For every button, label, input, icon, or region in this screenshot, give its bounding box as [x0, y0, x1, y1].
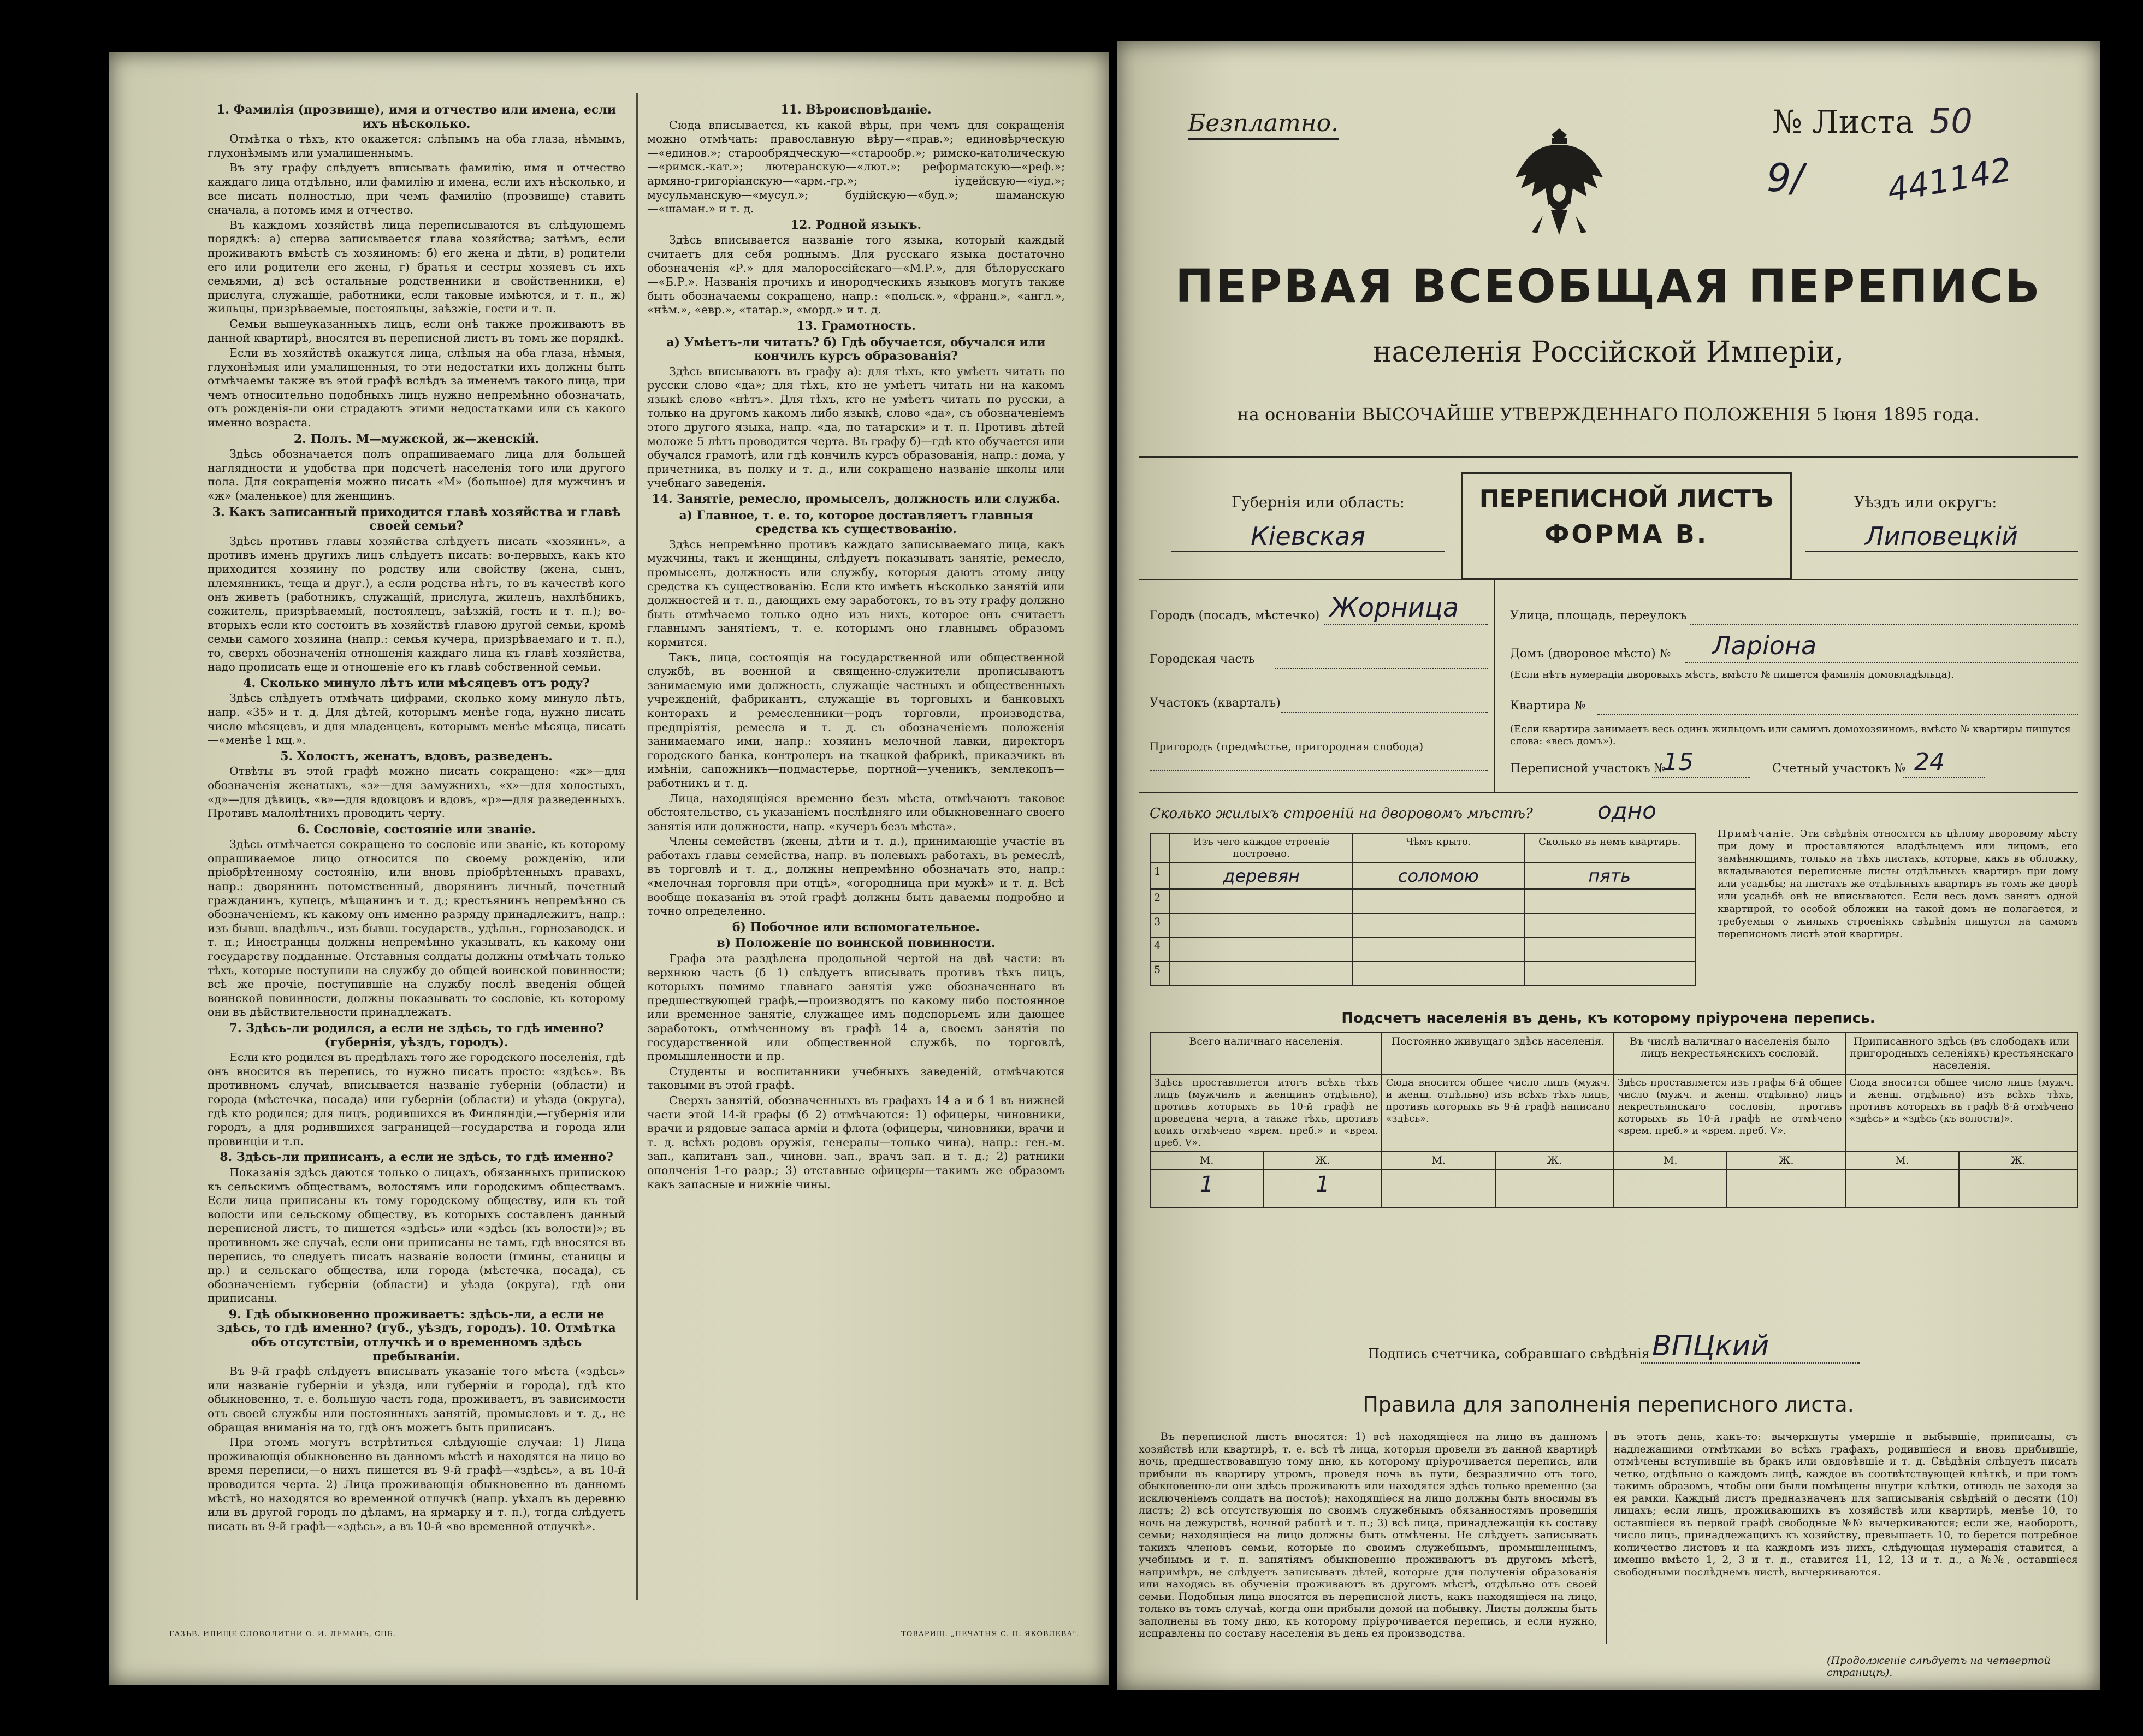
imperial-eagle-emblem	[1505, 123, 1614, 248]
district-label: Городская часть	[1150, 653, 1255, 666]
count-value	[1727, 1169, 1845, 1207]
buildings-note	[1718, 827, 2078, 940]
count-desc: Сюда вносится общее число лицъ (мужч. и женщ. отдѣльно) изъ всѣхъ тѣхъ, противъ которыхъ въ графѣ 8-й отмѣчено «здѣсь» и «здѣсь (къ волости)».	[1845, 1074, 2077, 1152]
section-paragraph: Лица, находящіяся временно безъ мѣста, отмѣчаютъ таковое обстоятельство, съ указаніемъ послѣдняго или обыкновеннаго своего занятія или должности, напр. «кучеръ безъ мѣста».	[647, 791, 1065, 833]
section-heading: 1. Фамилія (прозвище), имя и отчество или имена, если ихъ нѣсколько.	[216, 103, 617, 131]
section-paragraph: Отмѣтка о тѣхъ, кто окажется: слѣпымъ на оба глаза, нѣмымъ, глухонѣмымъ или умалишеннымъ.	[208, 132, 625, 159]
section-paragraph: Въ 9-й графѣ слѣдуетъ вписывать указаніе того мѣста («здѣсь» или названіе губерніи и уѣзда, или губерніи и города), гдѣ кто обыкновенно, т. е. большую часть года, проживаетъ, въ зависимости отъ своей службы или постоянныхъ занятій, промысловъ и т. д., не обращая вниманія на то, гдѣ онъ можетъ быть приписанъ.	[208, 1365, 625, 1434]
count-desc: Сюда вносится общее число лицъ (мужч. и женщ. отдѣльно) изъ всѣхъ тѣхъ лицъ, противъ которыхъ въ 9-й графѣ написано «здѣсь».	[1382, 1074, 1613, 1152]
count-value	[1845, 1169, 1958, 1207]
city-label: Городъ (посадъ, мѣстечко)	[1150, 609, 1320, 623]
buildings-row-number: 1	[1150, 863, 1170, 889]
district-line	[1275, 668, 1488, 669]
section-heading: а) Главное, т. е. то, которое доставляетъ главныя средства къ существованію.	[679, 508, 1033, 537]
rules-title: Правила для заполненія переписного листа.	[1363, 1393, 1854, 1417]
section-paragraph: Здѣсь противъ главы хозяйства слѣдуетъ писать «хозяинъ», а противъ именъ другихъ лицъ слѣдуетъ писать: во-первыхъ, какъ кто приходится хозяину по родству или свойству (жена, сынъ, племянникъ, теща и друг.), а если родства нѣтъ, то въ качествѣ кого онъ живетъ (работникъ, служащій, прислуга, жилецъ, нахлѣбникъ, сожитель, призрѣваемый, постоялецъ, заѣзжій, гость и т. п.); во-вторыхъ если кто состоитъ въ хозяйствѣ главою другой семьи, кромѣ семьи самого хозяина (напр.: семья кучера, призрѣваемаго и т. п.), то, сверхъ обозначенія отношенія каждаго лица къ главѣ хозяйства, надо прописать еще и отношеніе его къ главѣ собственной семьи.	[208, 534, 625, 674]
buildings-cell	[1353, 913, 1524, 937]
section-paragraph: При этомъ могутъ встрѣтиться слѣдующіе случаи: 1) Лица проживающія обыкновенно въ данномъ мѣстѣ и находятся на лицо во время переписи,—о нихъ пишется въ 9-й графѣ—«здѣсь», а въ 10-й проводится черта. 2) Лица проживающія обыкновенно въ данномъ мѣстѣ, но находятся во временной отлучкѣ (напр. уѣхалъ въ деревню или въ другой городъ по дѣламъ, на ярмарку и т. п.), тогда слѣдуетъ писать въ 9-й графѣ—«здѣсь», а въ 10-й «во временной отлучкѣ».	[208, 1436, 625, 1533]
buildings-row	[1150, 913, 1695, 937]
section-paragraph: Если въ хозяйствѣ окажутся лица, слѣпыя на оба глаза, нѣмыя, глухонѣмыя или умалишенныя, то эти недостатки ихъ должны быть отмѣчаемы также въ этой графѣ вслѣдъ за именемъ такого лица, при чемъ относительно подобныхъ лицъ нужно непремѣнно обозначать, отъ рожденія-ли они страдаютъ этими недостатками или съ какого именно возраста.	[208, 346, 625, 430]
gubernia-label: Губернія или область:	[1232, 494, 1405, 511]
buildings-table-header	[1150, 833, 1695, 863]
section-heading: 11. Вѣроисповѣданіе.	[780, 103, 932, 117]
count-header: Въ числѣ наличнаго населенія было лицъ некрестьянскихъ сословій.	[1614, 1033, 1845, 1074]
section-heading: 6. Сословіе, состояніе или званіе.	[297, 822, 536, 837]
census-area-label: Переписной участокъ №	[1510, 762, 1666, 775]
male-col-label: М.	[1150, 1152, 1263, 1169]
street-line	[1690, 624, 2078, 625]
left-page	[109, 52, 1109, 1685]
buildings-cell	[1353, 961, 1524, 985]
count-value	[1495, 1169, 1614, 1207]
instructions-column-2	[647, 101, 1065, 1193]
printer-imprint-left: ГАЗЪВ. ИЛИЩЕ СЛОВОЛИТНИ О. И. ЛЕМАНЪ, СПБ.	[169, 1630, 396, 1638]
uezd-label: Уѣздъ или округъ:	[1854, 494, 1997, 511]
buildings-cell	[1170, 961, 1353, 985]
count-mf-row	[1150, 1152, 2077, 1169]
count-header-row	[1150, 1033, 2077, 1074]
section-paragraph: Здѣсь обозначается полъ опрашиваемаго лица для большей наглядности и удобства при подсчетѣ населенія того или другого пола. Для сокращенія можно писать «М» (большое) для мужчинъ и «ж» (маленькое) для женщинъ.	[208, 447, 625, 503]
count-value: 1	[1150, 1169, 1263, 1207]
section-paragraph: Отвѣты въ этой графѣ можно писать сокращено: «ж»—для обозначенія женатыхъ, «з»—для замужнихъ, «х»—для холостыхъ, «д»—для дѣвицъ, «в»—для вдовцовъ и вдовъ, «р»—для разведенныхъ. Противъ малолѣтнихъ проводить черту.	[208, 765, 625, 820]
section-heading: б) Побочное или вспомогательное.	[732, 920, 980, 934]
buildings-cell	[1170, 913, 1353, 937]
section-paragraph: Сверхъ занятій, обозначенныхъ въ графахъ 14 а и б 1 въ нижней части этой 14-й графы (б 2) отмѣчаются: 1) офицеры, чиновники, врачи и рядовые запаса арміи и флота (офицеры, чиновники, врачи и т. д. всѣхъ родовъ оружія, генералы—только чина), напр.: ген.-м. зап., капитанъ зап., чиновн. зап., врачъ зап. и т. д.; 2) ратники ополченія 1-го разр.; 3) отставные офицеры—такимъ же образомъ какъ запасные и нижніе чины.	[647, 1093, 1065, 1191]
city-value: Жорница	[1330, 593, 1459, 623]
male-col-label: М.	[1382, 1152, 1495, 1169]
instructions-column-1	[208, 101, 625, 1534]
buildings-row	[1150, 889, 1695, 913]
section-heading: 9. Гдѣ обыкновенно проживаетъ: здѣсь-ли, а если не здѣсь, то гдѣ именно? (губ., уѣздъ, городъ). 10. Отмѣтка объ отсутствіи, отлучкѣ и о временномъ здѣсь пребываніи.	[217, 1307, 616, 1364]
gubernia-value: Кіевская	[1171, 522, 1445, 552]
section-paragraph: Студенты и воспитанники учебныхъ заведеній, отмѣчаются таковыми въ этой графѣ.	[647, 1064, 1065, 1092]
count-desc-row	[1150, 1074, 2077, 1152]
buildings-row	[1150, 961, 1695, 985]
count-value: 1	[1263, 1169, 1382, 1207]
list-number	[1772, 101, 1973, 141]
buildings-cell: пять	[1524, 863, 1695, 889]
buildings-row-number: 2	[1150, 889, 1170, 913]
section-heading: 7. Здѣсь-ли родился, а если не здѣсь, то гдѣ именно? (губернія, уѣздъ, городъ).	[229, 1021, 604, 1050]
form-label: ФОРМА В.	[1544, 519, 1709, 549]
section-paragraph: Члены семействъ (жены, дѣти и т. д.), принимающіе участіе въ работахъ главы семейства, напр. въ полевыхъ работахъ, въ ремеслѣ, въ торговлѣ и т. д., должны непремѣнно обозначать это, напр.: «мелочная торговля при отцѣ», «огородница при мужѣ» и т. д. Всѣ вообще показанія въ этой графѣ должны быть даваемы подробно и точно определенно.	[647, 834, 1065, 918]
buildings-cell	[1524, 961, 1695, 985]
bld-header-roof: Чѣмъ крыто.	[1353, 833, 1524, 863]
sector-label: Участокъ (кварталъ)	[1150, 696, 1281, 710]
section-paragraph: Здѣсь слѣдуетъ отмѣчать цифрами, сколько кому минуло лѣтъ, напр. «35» и т. д. Для дѣтей, которымъ менѣе года, нужно писать число мѣсяцевъ, и для младенцевъ, которымъ менѣе мѣсяца, писать —«менѣе 1 мц.».	[208, 691, 625, 747]
buildings-value: одно	[1597, 797, 1656, 824]
section-heading: 12. Родной языкъ.	[790, 217, 922, 232]
suburb-line	[1150, 770, 1488, 771]
section-paragraph: Здѣсь отмѣчается сокращено то сословіе или званіе, къ которому опрашиваемое лицо относится по своему рожденію, или пріобрѣтенному состоянію, или вновь пріобрѣтенныхъ правахъ, напр.: дворянинъ потомственный, дворянинъ личный, почетный гражданинъ, купецъ, мѣщанинъ и т. д.; крестьянинъ непремѣнно съ обозначеніемъ, къ какому онъ именно разряду принадлежитъ, напр.: изъ бывш. владѣльч., изъ бывш. государств., удѣльн., горнозаводск. и т. п.; Иностранцы должны непремѣнно указывать, къ какому они государству подданные. Отставныя солдаты должны отмѣчать только тѣхъ, которые поступили на службу до общей воинской повинности; всѣ же прочіе, поступившіе на службу послѣ введенія общей воинской повинности, должны показывать то сословіе, къ которому они въ дѣйствительности принадлежатъ.	[208, 838, 625, 1019]
rules-column-2: въ этотъ день, какъ-то: вычеркнуты умершіе и выбывшіе, приписаны, съ надлежащими отмѣтками во всѣхъ графахъ, родившіеся и вновь прибывшіе, отмѣчены вступившіе въ бракъ или овдовѣвшіе и т. д. Свѣдѣнія слѣдуетъ писать четко, отдѣльно о каждомъ лицѣ, каждое въ соотвѣтствующей клѣткѣ, и при томъ такимъ образомъ, чтобы они были помѣщены внутри клѣтки, отнюдь не заходя за ея рамки. Каждый листъ предназначенъ для записыванія свѣдѣній о десяти (10) лицахъ; если лицъ, проживающихъ въ хозяйствѣ или квартирѣ, менѣе 10, то оставшіеся въ первой графѣ свободные №№ вычеркиваются; если же, наоборотъ, число лицъ, принадлежащихъ къ хозяйству, превышаетъ 10, то берется потребное количество листовъ и на каждомъ изъ нихъ, слѣдующая нумерація ставится, а именно вмѣсто 1, 2, 3 и т. д., ставится 11, 12, 13 и т. д., а №№, оставшіеся свободными послѣднемъ листѣ, вычеркиваются.	[1614, 1431, 2078, 1578]
printer-imprint-right: ТОВАРИЩ. „ПЕЧАТНЯ С. П. ЯКОВЛЕВА".	[901, 1630, 1080, 1638]
section-paragraph: Здѣсь вписывается названіе того языка, который каждый считаетъ для себя роднымъ. Для русскаго языка достаточно обозначенія «Р.» для малороссійскаго—«М.Р.», для бѣлорусскаго—«Б.Р.». Названія прочихъ и инородческихъ языковъ могутъ также быть обозначаемы сокращено, напр.: «польск.», «франц.», «англ.», «нѣм.», «евр.», «татар.», «морд.» и т. д.	[647, 233, 1065, 317]
female-col-label: Ж.	[1495, 1152, 1614, 1169]
buildings-cell: деревян	[1170, 863, 1353, 889]
section-paragraph: Сюда вписывается, къ какой вѣры, при чемъ для сокращенія можно отмѣчать: православную вѣру—«прав.»; единовѣрческую—«единов.»; старообрядческую—«старообр.»; римско-католическую—«римск.-кат.»; лютеранскую—«лют.»; реформатскую—«реф.»; армяно-григоріанскую—«арм.-гр.»; іудейскую—«іуд.»; мусульманскую—«мусул.»; будійскую—«буд.»; шаманскую—«шаман.» и т. д.	[647, 118, 1065, 216]
count-area-value: 24	[1914, 748, 1945, 776]
section-paragraph: Семьи вышеуказанныхъ лицъ, если онѣ также проживаютъ въ данной квартирѣ, вносятся въ переписной листъ въ томъ же порядкѣ.	[208, 317, 625, 345]
house-label: Домъ (дворовое мѣсто) №	[1510, 647, 1671, 661]
buildings-cell	[1353, 937, 1524, 961]
section-heading: 8. Здѣсь-ли приписанъ, а если не здѣсь, то гдѣ именно?	[220, 1150, 613, 1165]
count-desc: Здѣсь проставляется итогъ всѣхъ тѣхъ лицъ (мужчинъ и женщинъ отдѣльно), противъ которыхъ въ 10-й графѣ не проведена черта, а также тѣхъ, противъ коихъ отмѣчено «врем. преб.» и «врем. преб. V».	[1150, 1074, 1382, 1152]
census-title: ПЕРВАЯ ВСЕОБЩАЯ ПЕРЕПИСЬ	[1175, 259, 2041, 313]
buildings-rule	[1139, 792, 2078, 793]
bld-header-apts: Сколько въ немъ квартиръ.	[1524, 833, 1695, 863]
census-basis: на основаніи ВЫСОЧАЙШЕ УТВЕРЖДЕННАГО ПОЛОЖЕНІЯ 5 Іюня 1895 года.	[1237, 404, 1980, 425]
buildings-row-number: 4	[1150, 937, 1170, 961]
section-heading: а) Умѣетъ-ли читать? б) Гдѣ обучается, обучался или кончилъ курсъ образованія?	[666, 335, 1046, 364]
section-heading: 13. Грамотность.	[796, 318, 916, 333]
city-line	[1324, 624, 1488, 625]
header-rule	[1139, 456, 2078, 458]
hand-mark-2: 441142	[1884, 150, 2015, 210]
section-paragraph: Въ эту графу слѣдуетъ вписывать фамилію, имя и отчество каждаго лица отдѣльно, или фамилію и имена, если ихъ нѣсколько, и все писать полностью, при чемъ фамилію (прозвище) ставить сначала, а потомъ имя и отчество.	[208, 161, 625, 217]
buildings-cell	[1353, 889, 1524, 913]
note-text: Эти свѣдѣнія относятся къ цѣлому дворовому мѣсту при дому и проставляются владѣльцемъ или лицомъ, его замѣняющимъ, только на тѣхъ листахъ, которые, какъ въ обложку, вкладываются переписные листы отдѣльныхъ квартиръ при дому или усадьбы; на листахъ же отдѣльныхъ квартиръ въ томъ же дворѣ или усадьбѣ онѣ не вписываются. Если весь домъ занятъ одной квартирой, то особой обложки на такой домъ не полагается, и требуемыя о жилыхъ строеніяхъ свѣдѣнія пишутся на самомъ переписномъ листѣ этой квартиры.	[1718, 828, 2078, 940]
female-col-label: Ж.	[1959, 1152, 2077, 1169]
female-col-label: Ж.	[1727, 1152, 1845, 1169]
section-heading: в) Положеніе по воинской повинности.	[717, 936, 996, 951]
section-heading: 3. Какъ записанный приходится главѣ хозяйства и главѣ своей семьи?	[212, 505, 621, 534]
count-header: Приписанного здѣсь (въ слободахъ или пригородныхъ селеніяхъ) крестьянскаго населенія.	[1845, 1033, 2077, 1074]
rules-continued: (Продолженіе слѣдуетъ на четвертой страницѣ).	[1827, 1655, 2051, 1679]
section-heading: 2. Полъ. М—мужской, ж—женскій.	[293, 431, 540, 446]
count-desc: Здѣсь проставляется изъ графы 6-й общее число (мужч. и женщ. отдѣльно) лицъ некрестьянскаго сословія, противъ которыхъ въ 10-й графѣ не отмѣчено «врем. преб.» и «врем. преб. V».	[1614, 1074, 1845, 1152]
count-header: Всего наличнаго населенія.	[1150, 1033, 1382, 1074]
house-note: (Если нѣтъ нумераціи дворовыхъ мѣстъ, вмѣсто № пишется фамилія домовладѣльца).	[1510, 669, 1955, 680]
section-paragraph: Показанія здѣсь даются только о лицахъ, обязанныхъ припискою къ сельскимъ обществамъ, волостямъ или городскимъ обществамъ. Если лица приписаны къ тому городскому обществу, или къ той волости или сельскому обществу, въ которыхъ составленъ данный переписной листъ, то пишется «здѣсь» или «здѣсь (къ волости)»; въ противномъ же случаѣ, если они приписаны не тамъ, гдѣ вносятся въ перепись, то следуетъ писать названіе волости (гмины, станицы и пр.) и сельскаго общества, или города (мѣстечка, посада), съ обозначеніемъ губерніи (области) и уѣзда (округа), гдѣ они приписаны.	[208, 1165, 625, 1305]
right-page	[1117, 41, 2100, 1690]
signature-line	[1641, 1362, 1860, 1364]
free-label: Безплатно.	[1188, 109, 1339, 140]
buildings-cell	[1170, 889, 1353, 913]
list-number-label: № Листа	[1772, 103, 1914, 140]
buildings-row	[1150, 937, 1695, 961]
census-subtitle: населенія Россійской Имперіи,	[1372, 336, 1844, 369]
buildings-cell	[1170, 937, 1353, 961]
uezd-value: Липовецкій	[1805, 522, 2078, 552]
suburb-label: Пригородъ (предмѣстье, пригородная слобода)	[1150, 740, 1424, 753]
house-value: Ларіона	[1712, 631, 1817, 660]
apt-line	[1597, 714, 2078, 715]
buildings-table	[1150, 833, 1696, 986]
census-area-value: 15	[1663, 748, 1694, 776]
column-divider	[636, 93, 638, 1600]
apt-label: Квартира №	[1510, 699, 1586, 713]
count-title: Подсчетъ населенія въ день, къ которому пріурочена перепись.	[1341, 1010, 1875, 1027]
signature-value: ВПЦкий	[1652, 1330, 1769, 1362]
list-number-hand: 50	[1929, 101, 1973, 141]
population-count-table	[1150, 1032, 2078, 1208]
section-paragraph: Такъ, лица, состоящія на государственной или общественной службѣ, въ военной и священно-служители прописываютъ занимаемую ими должность, служащіе частныхъ и общественныхъ учрежденій, фабрикантъ, служащіе въ торговыхъ и банковыхъ конторахъ и ремесленники—родъ торговли, производства, предпріятія, ремесла и т. д. съ обозначеніемъ положенія занимаемаго ими, напр.: хозяинъ мелочной лавки, директоръ городского банка, контролеръ на ткацкой фабрикѣ, приказчикъ въ имѣніи, сапожникъ—подмастерье, портной—ученикъ, землекопъ—работникъ и т. д.	[647, 650, 1065, 790]
address-divider	[1494, 579, 1495, 792]
rules-divider	[1606, 1431, 1607, 1644]
section-heading: 5. Холостъ, женатъ, вдовъ, разведенъ.	[280, 749, 553, 763]
count-value	[1959, 1169, 2077, 1207]
count-area-line	[1903, 777, 1985, 778]
section-paragraph: Въ каждомъ хозяйствѣ лица переписываются въ слѣдующемъ порядкѣ: а) сперва записывается глава хозяйства; затѣмъ, если проживаютъ вмѣстѣ съ хозяиномъ: б) его жена и дѣти, в) родители его или родители его жены, г) братья и сестры хозяевъ съ ихъ семьями, д) всѣ остальные родственники и свойственники, е) прислуга, служащіе, работники, если таковые имѣются, и т. п., ж) жильцы, призрѣваемые, постояльцы, заѣзжіе, гости и т. п.	[208, 218, 625, 316]
section-heading: 14. Занятіе, ремесло, промыселъ, должность или служба.	[652, 492, 1061, 507]
female-col-label: Ж.	[1263, 1152, 1382, 1169]
section-paragraph: Если кто родился въ предѣлахъ того же городского поселенія, гдѣ онъ вносится въ перепись, то нужно писать просто: «здѣсь». Въ противномъ случаѣ, вписывается названіе губерніи (области) и города (мѣстечка, посада) или губерніи (области) и уѣзда (округа), гдѣ кто родился; для лицъ, родившихся въ Финляндіи,—губернія или городъ, а для родившихся заграницей—государства и города или провинціи и т.п.	[208, 1051, 625, 1148]
count-value	[1382, 1169, 1495, 1207]
male-col-label: М.	[1845, 1152, 1958, 1169]
address-rule	[1139, 579, 2078, 580]
buildings-row	[1150, 863, 1695, 889]
hand-mark-1: 9/	[1767, 156, 1804, 200]
buildings-cell	[1524, 889, 1695, 913]
section-paragraph: Графа эта раздѣлена продольной чертой на двѣ части: въ верхнюю часть (б 1) слѣдуетъ вписывать противъ тѣхъ лицъ, которыхъ помимо главнаго занятія уже обозначеннаго въ предшествующей графѣ,—производятъ по какому либо постоянное или временное занятіе, служащее имъ подспорьемъ или дающее заработокъ, отмѣченному въ графѣ 14 а, своемъ занятіи по государственной или общественной службѣ, по торговлѣ, промышленности и пр.	[647, 952, 1065, 1063]
count-area-label: Счетный участокъ №	[1772, 762, 1906, 775]
rules-column-1: Въ переписной листъ вносятся: 1) всѣ находящіеся на лицо въ данномъ хозяйствѣ или квартирѣ, т. е. всѣ тѣ лица, которыя провели въ данной квартирѣ ночь, предшествовавшую тому дню, къ которому пріурочивается перепись, или прибыли въ квартиру утромъ, проведя ночь въ пути, безразлично отъ того, обыкновенно-ли они здѣсь проживаютъ или находятся здѣсь только временно (за исключеніемъ солдатъ на постоѣ); находящіеся на лицо должны быть вносимы въ листъ; 2) всѣ отсутствующія по своимъ служебнымъ обязанностямъ проведшія ночь на дежурствѣ, ночной работѣ и т. п.; 3) всѣ лица, принадлежащія къ составу семьи; находящіеся на лицо должны быть отмѣчены. Не слѣдуетъ записывать такихъ членовъ семьи, которые по своимъ служебнымъ, промышленнымъ, учебнымъ и т. п. занятіямъ обыкновенно проживаютъ въ другомъ мѣстѣ, напримѣръ, не слѣдуетъ записывать дѣтей, которые для полученія образованія или находясь въ обученіи проживаютъ въ другомъ мѣстѣ, отдѣльно отъ своей семьи. Подобныя лица вносятся въ переписной листъ, какъ находящіеся на лицо, только въ томъ случаѣ, когда они прибыли домой на побывку. Листы должны быть заполнены въ тому дню, къ которому пріурочивается перепись, и если нужно, исправлены по составу населенія въ день ея производства.	[1139, 1431, 1597, 1639]
buildings-cell	[1524, 913, 1695, 937]
buildings-cell: соломою	[1353, 863, 1524, 889]
buildings-row-number: 3	[1150, 913, 1170, 937]
count-value-row	[1150, 1169, 2077, 1207]
sector-line	[1281, 712, 1488, 713]
bld-header-material: Изъ чего каждое строеніе построено.	[1170, 833, 1353, 863]
buildings-cell	[1524, 937, 1695, 961]
section-heading: 4. Сколько минуло лѣтъ или мѣсяцевъ отъ роду?	[243, 676, 590, 690]
male-col-label: М.	[1614, 1152, 1727, 1169]
list-title-box	[1461, 472, 1792, 579]
count-value	[1614, 1169, 1727, 1207]
note-title: Примѣчаніе.	[1718, 828, 1796, 839]
section-paragraph: Здѣсь вписываютъ въ графу а): для тѣхъ, кто умѣетъ читать по русски слово «да»; для тѣхъ, кто не умѣетъ читать ни на какомъ языкѣ слово «нѣтъ». Для тѣхъ, кто не умѣетъ читать по русски, а только на другомъ какомъ либо языкѣ, слово «да», съ обозначеніемъ этого другого языка, напр. «да, по татарски» и т. п. Противъ дѣтей моложе 5 лѣтъ проводится черта. Въ графу б)—гдѣ кто обучается или обучался грамотѣ, или гдѣ кончилъ курсъ образованія, напр.: дома, у причетника, въ полку и т. д., или сокращено названіе школы или учебнаго заведенія.	[647, 364, 1065, 490]
buildings-row-number: 5	[1150, 961, 1170, 985]
house-line	[1685, 662, 2078, 663]
signature-label: Подпись счетчика, собравшаго свѣдѣнія	[1368, 1346, 1650, 1361]
count-header: Постоянно живущаго здѣсь населенія.	[1382, 1033, 1613, 1074]
buildings-label: Сколько жилыхъ строеній на дворовомъ мѣстѣ?	[1150, 805, 1533, 822]
census-area-line	[1652, 777, 1750, 778]
list-title: ПЕРЕПИСНОЙ ЛИСТЪ	[1479, 485, 1774, 513]
apt-note: (Если квартира занимаетъ весь одинъ жильцомъ или самимъ домохозяиномъ, вмѣсто № квартиры пишутся слова: «весь домъ»).	[1510, 724, 2071, 747]
section-paragraph: Здѣсь непремѣнно противъ каждаго записываемаго лица, какъ мужчины, такъ и женщины, слѣдуетъ показывать занятіе, ремесло, промыселъ, должность или службу, которыя даютъ этому лицу средства къ существованію. Если кто имѣетъ нѣсколько занятій или должностей и т. п., дающихъ ему заработокъ, то въ эту графу должно быть отмѣчаемо только одно изъ нихъ, которое онъ считаетъ главнымъ занятіемъ, т. е. которымъ оно главнымъ образомъ кормится.	[647, 537, 1065, 649]
street-label: Улица, площадь, переулокъ	[1510, 609, 1687, 623]
